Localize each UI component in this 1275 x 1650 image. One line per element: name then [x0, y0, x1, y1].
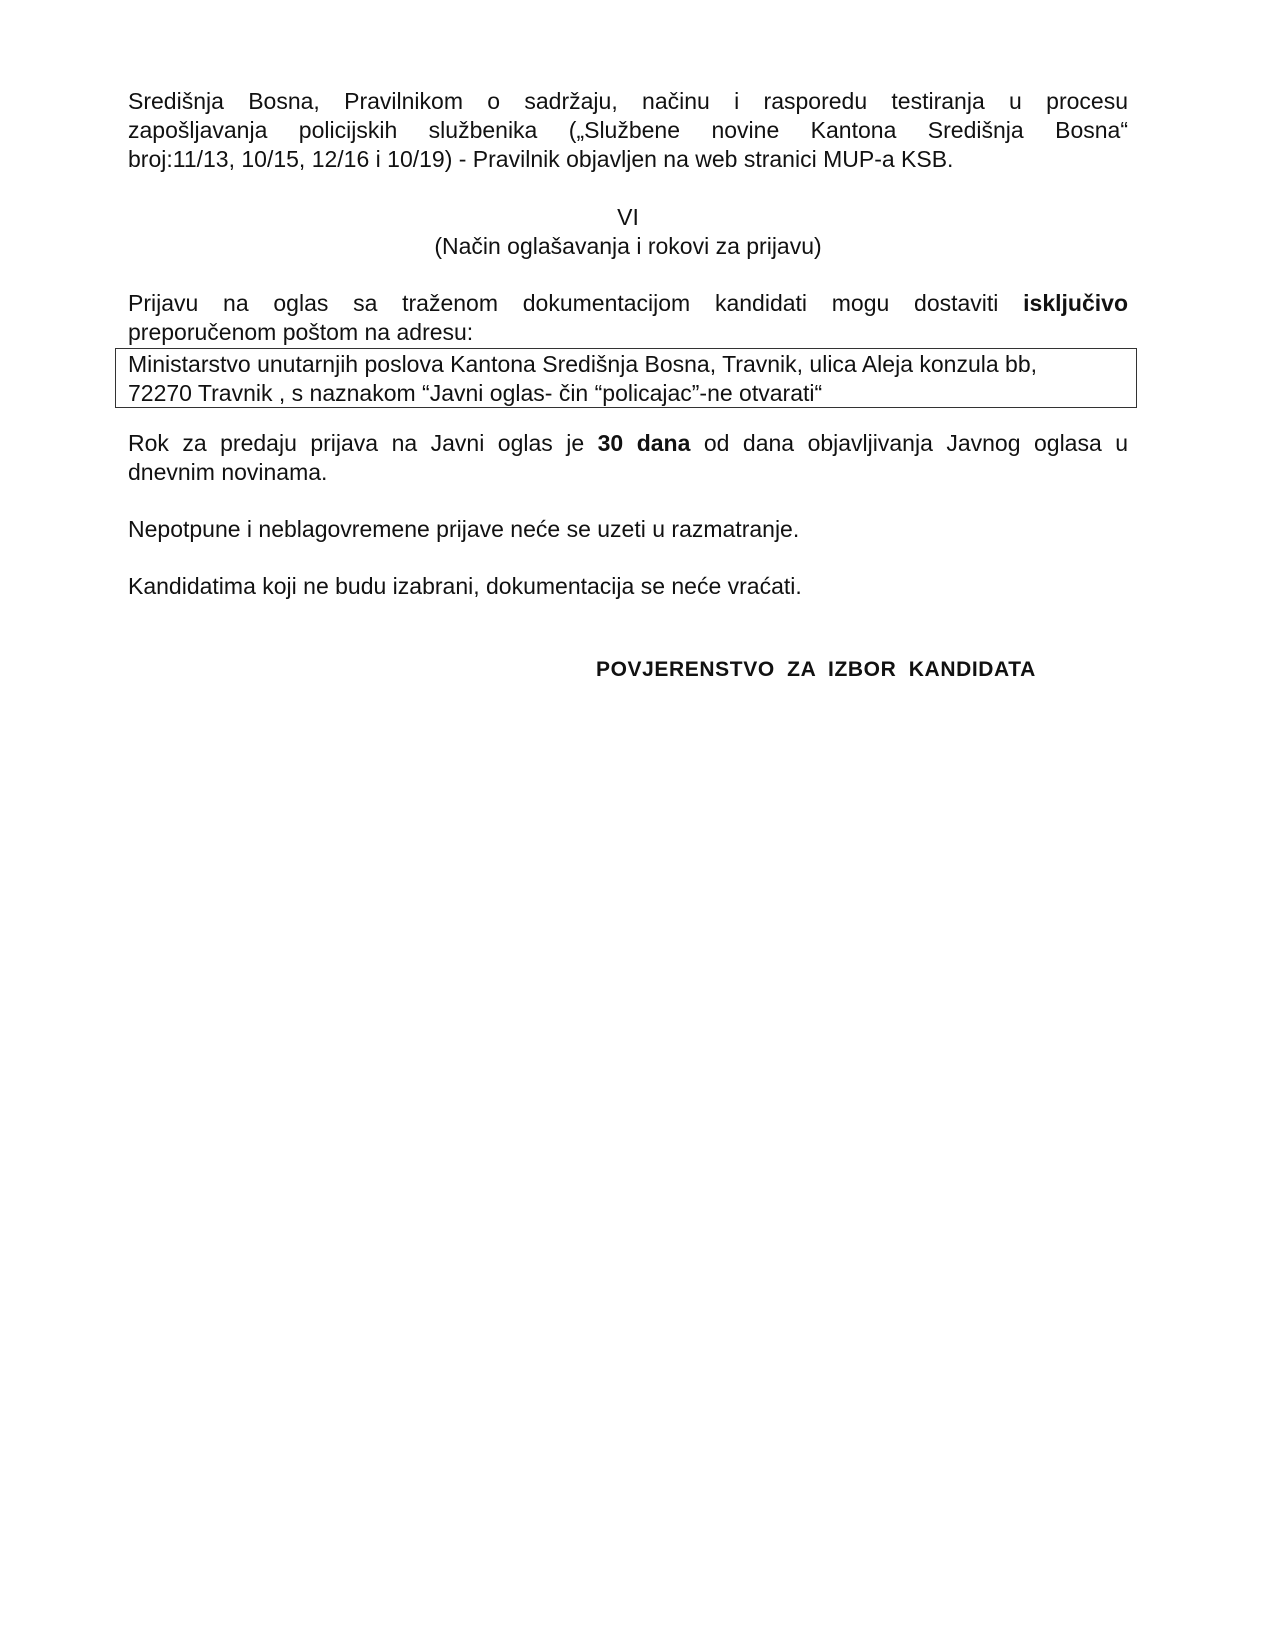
deadline-text: Rok za predaju prijava na Javni oglas je — [128, 430, 585, 456]
submission-line — [128, 289, 1128, 318]
intro-paragraph — [128, 87, 1128, 174]
deadline-line: dnevnim novinama. — [128, 459, 328, 485]
address-line: 72270 Travnik , s naznakom “Javni oglas- čin “policajac”-ne otvarati“ — [128, 380, 823, 406]
address-line: Ministarstvo unutarnjih poslova Kantona Središnja Bosna, Travnik, ulica Aleja konzula bb, — [128, 351, 1038, 377]
deadline-line — [128, 429, 1128, 458]
submission-line: preporučenom poštom na adresu: — [128, 319, 474, 345]
section-title: (Način oglašavanja i rokovi za prijavu) — [434, 233, 822, 259]
submission-emphasis: isključivo — [1023, 290, 1128, 316]
deadline-paragraph — [128, 429, 1128, 487]
intro-line: broj:11/13, 10/15, 12/16 i 10/19) - Pravilnik objavljen na web stranici MUP-a KSB. — [128, 146, 954, 172]
return-note: Kandidatima koji ne budu izabrani, dokumentacija se neće vraćati. — [128, 573, 802, 599]
committee-signature: POVJERENSTVO ZA IZBOR KANDIDATA — [596, 658, 1036, 681]
deadline-text: od dana objavljivanja Javnog oglasa u — [703, 430, 1129, 456]
intro-line: zapošljavanja policijskih službenika („Službene novine Kantona Središnja Bosna“ — [128, 117, 1128, 143]
section-number: VI — [617, 204, 639, 230]
address-text — [128, 350, 1132, 408]
incomplete-note: Nepotpune i neblagovremene prijave neće se uzeti u razmatranje. — [128, 516, 800, 542]
intro-line: Središnja Bosna, Pravilnikom o sadržaju, načinu i rasporedu testiranja u procesu — [128, 88, 1128, 114]
submission-text: Prijavu na oglas sa traženom dokumentacijom kandidati mogu dostaviti — [128, 290, 999, 316]
submission-paragraph — [128, 289, 1128, 347]
deadline-emphasis: 30 dana — [597, 430, 691, 456]
